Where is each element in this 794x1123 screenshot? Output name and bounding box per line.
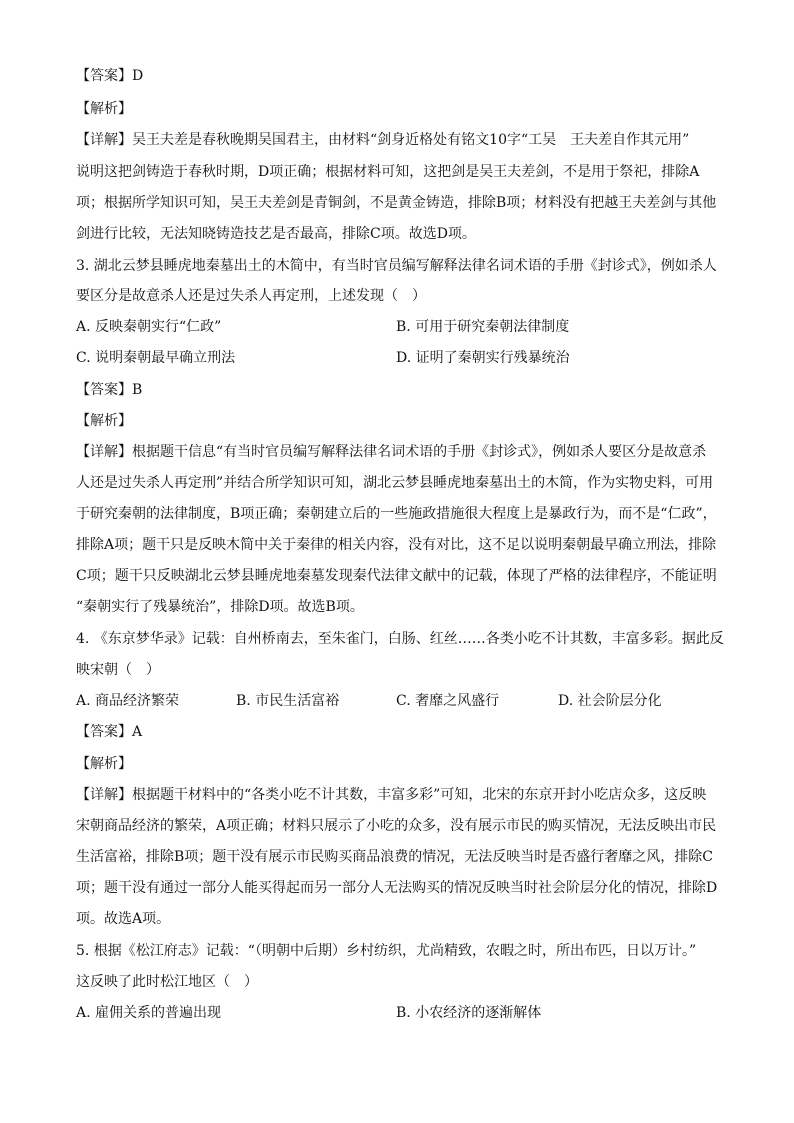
q5-stem-line: 这反映了此时松江地区（ ） [76,974,258,990]
q4-option-b: B. 市民生活富裕 [236,693,340,709]
q3-stem-line: 要区分是故意杀人还是过失杀人再定刑，上述发现（ ） [76,288,426,304]
q2-detail-line: 项；根据所学知识可知，吴王夫差剑是青铜剑，不是黄金铸造，排除B项；材料没有把越王夫差剑与其他 [76,195,717,211]
q4-stem-line: 映宋朝（ ） [76,662,160,678]
q5-stem-line: 5. 根据《松江府志》记载：“（明朝中后期）乡村纺织，尤尚精致，农暇之时，所出布匹，日以万计。” [76,943,697,959]
q4-option-a: A. 商品经济繁荣 [76,693,180,709]
q4-answer: 【答案】A [76,724,143,740]
q4-detail-line: 生活富裕，排除B项；题干没有展示市民购买商品浪费的情况，无法反映当时是否盛行奢靡之风，排除C [76,849,713,865]
q3-analysis-heading: 【解析】 [76,413,132,429]
q2-detail-line: 剑进行比较，无法知晓铸造技艺是否最高，排除C项。故选D项。 [76,226,476,242]
q3-detail-line: C项；题干只反映湖北云梦县睡虎地秦墓发现秦代法律文献中的记载，体现了严格的法律程序，不能证明 [76,568,717,584]
q3-detail-line: 人还是过失杀人再定刑”并结合所学知识可知，湖北云梦县睡虎地秦墓出土的木简，作为实物史料，可用 [76,475,714,491]
q4-option-c: C. 奢靡之风盛行 [396,693,500,709]
q2-detail-line: 【详解】吴王夫差是春秋晚期吴国君主，由材料“剑身近格处有铭文10字“工吴 王夫差自作其元用” [76,132,690,148]
q5-option-a: A. 雇佣关系的普遍出现 [76,1005,222,1021]
q4-stem-line: 4. 《东京梦华录》记载：自州桥南去，至朱雀门，白肠、红丝……各类小吃不计其数，丰富多彩。据此反 [76,631,724,647]
q3-stem-line: 3. 湖北云梦县睡虎地秦墓出土的木简中，有当时官员编写解释法律名词术语的手册《封诊式》，例如杀人 [76,258,717,274]
q3-detail-line: “秦朝实行了残暴统治”，排除D项。故选B项。 [76,599,364,615]
q3-answer: 【答案】B [76,382,143,398]
q5-option-b: B. 小农经济的逐渐解体 [396,1005,542,1021]
q2-answer: 【答案】D [76,68,144,84]
q4-detail-line: 项。故选A项。 [76,911,171,927]
q4-detail-line: 宋朝商品经济的繁荣，A项正确；材料只展示了小吃的众多，没有展示市民的购买情况，无法反映出市民 [76,818,717,834]
q4-analysis-heading: 【解析】 [76,756,132,772]
q3-option-c: C. 说明秦朝最早确立刑法 [76,350,236,366]
q3-detail-line: 于研究秦朝的法律制度，B项正确；秦朝建立后的一些施政措施很大程度上是暴政行为，而不是“仁政”， [76,506,717,522]
q3-detail-line: 排除A项；题干只是反映木简中关于秦律的相关内容，没有对比，这不足以说明秦朝最早确立刑法，排除 [76,537,717,553]
q4-option-d: D. 社会阶层分化 [558,693,662,709]
q2-detail-line: 说明这把剑铸造于春秋时期，D项正确；根据材料可知，这把剑是吴王夫差剑，不是用于祭祀，排除A [76,164,700,180]
q2-analysis-heading: 【解析】 [76,101,132,117]
q3-option-a: A. 反映秦朝实行“仁政” [76,319,222,335]
q3-detail-line: 【详解】根据题干信息“有当时官员编写解释法律名词术语的手册《封诊式》，例如杀人要区分是故意杀 [76,444,707,460]
q4-detail-line: 【详解】根据题干材料中的“各类小吃不计其数，丰富多彩”可知，北宋的东京开封小吃店众多，这反映 [76,787,707,803]
q4-detail-line: 项；题干没有通过一部分人能买得起而另一部分人无法购买的情况反映当时社会阶层分化的情况，排除D [76,880,718,896]
q3-option-d: D. 证明了秦朝实行残暴统治 [396,350,570,366]
q3-option-b: B. 可用于研究秦朝法律制度 [396,319,570,335]
